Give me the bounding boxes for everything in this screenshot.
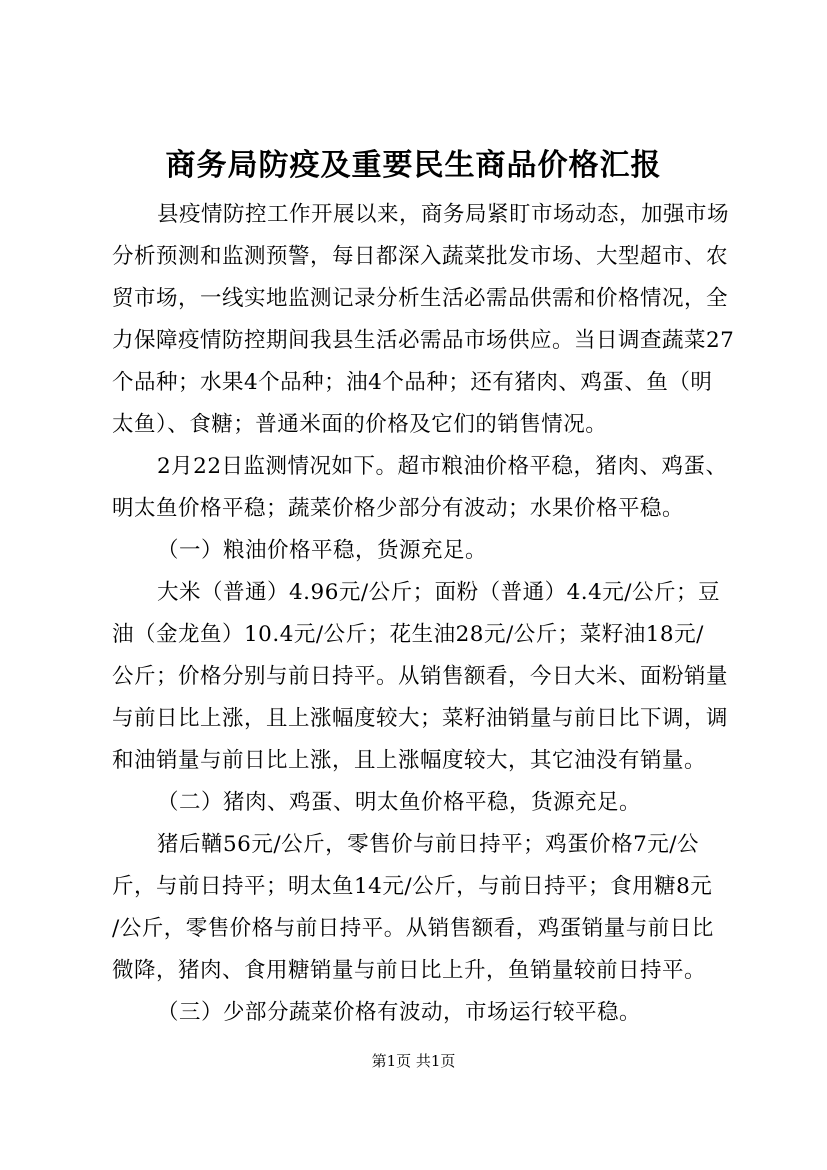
section-heading: （二）猪肉、鸡蛋、明太鱼价格平稳，货源充足。 (157, 790, 642, 815)
text-line: 微降，猪肉、食用糖销量与前日比上升，鱼销量较前日持平。 (112, 958, 707, 983)
text-line: 和油销量与前日比上涨，且上涨幅度较大，其它油没有销量。 (112, 748, 707, 773)
text-line: 与前日比上涨，且上涨幅度较大；菜籽油销量与前日比下调，调 (112, 706, 729, 731)
text-line: 公斤；价格分别与前日持平。从销售额看，今日大米、面粉销量 (112, 664, 729, 689)
text-line: 2月22日监测情况如下。超市粮油价格平稳，猪肉、鸡蛋、 (157, 454, 728, 479)
text-line: 分析预测和监测预警，每日都深入蔬菜批发市场、大型超市、农 (112, 244, 729, 269)
text-line: 明太鱼价格平稳；蔬菜价格少部分有波动；水果价格平稳。 (112, 496, 685, 521)
text-line: 大米（普通）4.96元/公斤；面粉（普通）4.4元/公斤；豆 (157, 580, 721, 605)
text-line: /公斤，零售价格与前日持平。从销售额看，鸡蛋销量与前日比 (112, 916, 714, 941)
section-heading: （一）粮油价格平稳，货源充足。 (157, 538, 488, 563)
page-number-footer: 第1页 共1页 (371, 1052, 456, 1070)
text-line: 贸市场，一线实地监测记录分析生活必需品供需和价格情况，全 (112, 286, 729, 311)
text-line: 斤，与前日持平；明太鱼14元/公斤，与前日持平；食用糖8元 (112, 874, 713, 899)
text-line: 油（金龙鱼）10.4元/公斤；花生油28元/公斤；菜籽油18元/ (112, 622, 704, 647)
text-line: 太鱼）、食糖；普通米面的价格及它们的销售情况。 (112, 412, 608, 437)
text-line: 县疫情防控工作开展以来，商务局紧盯市场动态，加强市场 (157, 202, 730, 227)
section-heading: （三）少部分蔬菜价格有波动，市场运行较平稳。 (157, 1000, 642, 1025)
text-line: 力保障疫情防控期间我县生活必需品市场供应。当日调查蔬菜27 (112, 328, 735, 353)
text-line: 个品种；水果4个品种；油4个品种；还有猪肉、鸡蛋、鱼（明 (112, 370, 713, 395)
text-line: 猪后鞧56元/公斤，零售价与前日持平；鸡蛋价格7元/公 (157, 832, 700, 857)
document-title: 商务局防疫及重要民生商品价格汇报 (165, 148, 662, 183)
